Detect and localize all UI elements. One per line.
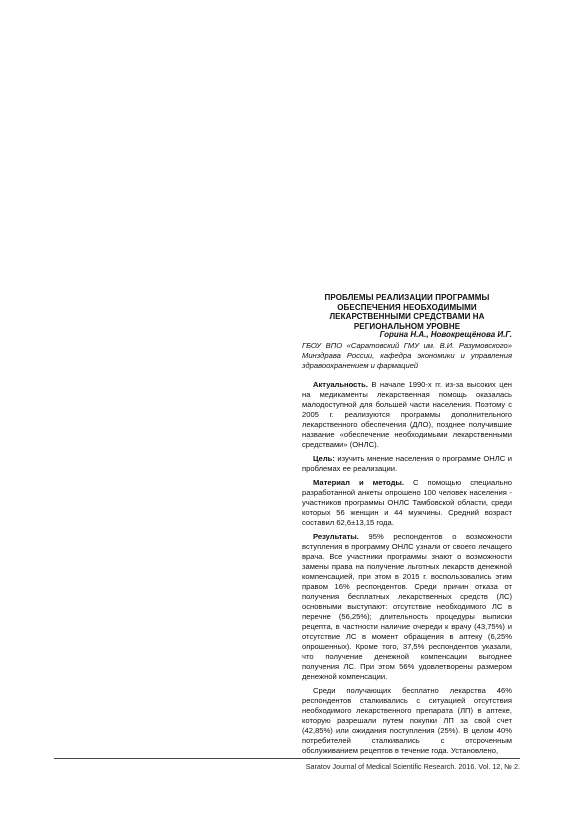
relevance-label: Актуальность. — [313, 380, 368, 389]
results-text: 95% респондентов о возможности вступления в программу ОНЛС узнали от своего лечащего врача. Все участники программы знают о возможности замены права на получение льготных лекарств денежной компенсацией, при этом в 2015 г. воспользовались этим правом 16% респондентов. Среди причин отказа от получения бесплатных лекарственных средств (ЛС) основными выступают: отсутствие необходимого ЛС в перечне (56,25%); длительность процедуры выписки рецепта, в частности наличие очереди к врачу (43,75%) и отсутствие ЛС в момент обращения в аптеку (6,25% опрошенных). Кроме того, 37,5% респондентов указали, что получение денежной компенсации выгоднее получения ЛС. При этом 56% удовлетворены размером денежной компенсации. — [302, 532, 512, 681]
methods-paragraph — [302, 478, 512, 528]
relevance-paragraph — [302, 380, 512, 450]
journal-footer: Saratov Journal of Medical Scientific Research. 2016. Vol. 12, № 2. — [305, 762, 520, 771]
goal-text: изучить мнение населения о программе ОНЛС и проблемах ее реализации. — [302, 454, 512, 473]
relevance-text: В начале 1990-х гг. из-за высоких цен на медикаменты лекарственная помощь оказалась малодоступной для большей части населения. Поэтому с 2005 г. реализуются программы дополнительного лекарственного обеспечения (ДЛО), позднее получившие название «обеспечение необходимыми лекарственными средствами» (ОНЛС). — [302, 380, 512, 449]
methods-text: С помощью специально разработанной анкеты опрошено 100 человек населения - участников программы ОНЛС Тамбовской области, среди которых 56 женщин и 44 мужчины. Средний возраст составил 62,6±13,15 года. — [302, 478, 512, 527]
methods-label: Материал и методы. — [313, 478, 404, 487]
article-authors: Горина Н.А., Новокрещёнова И.Г. — [379, 330, 512, 339]
article-affiliation: ГБОУ ВПО «Саратовский ГМУ им. В.И. Разумовского» Минздрава России, кафедра экономики и управления здравоохранением и фармацией — [302, 341, 512, 370]
goal-label: Цель: — [313, 454, 335, 463]
goal-paragraph — [302, 454, 512, 474]
abstract-body — [302, 380, 512, 760]
footer-rule — [54, 758, 520, 759]
continuation-paragraph: Среди получающих бесплатно лекарства 46% респондентов сталкивались с ситуацией отсутствия необходимого лекарственного препарата (ЛП) в аптеке, которую разрешали путем покупки ЛП за свой счет (42,85%) или ожидания поступления (25%). В целом 40% потребителей сталкивались с отсроченным обслуживанием рецептов в течение года. Установлено, — [302, 686, 512, 755]
article-title: ПРОБЛЕМЫ РЕАЛИЗАЦИИ ПРОГРАММЫ ОБЕСПЕЧЕНИЯ НЕОБХОДИМЫМИ ЛЕКАРСТВЕННЫМИ СРЕДСТВАМИ НА РЕГИОНАЛЬНОМ УРОВНЕ — [324, 293, 490, 331]
results-label: Результаты. — [313, 532, 359, 541]
results-paragraph — [302, 532, 512, 682]
